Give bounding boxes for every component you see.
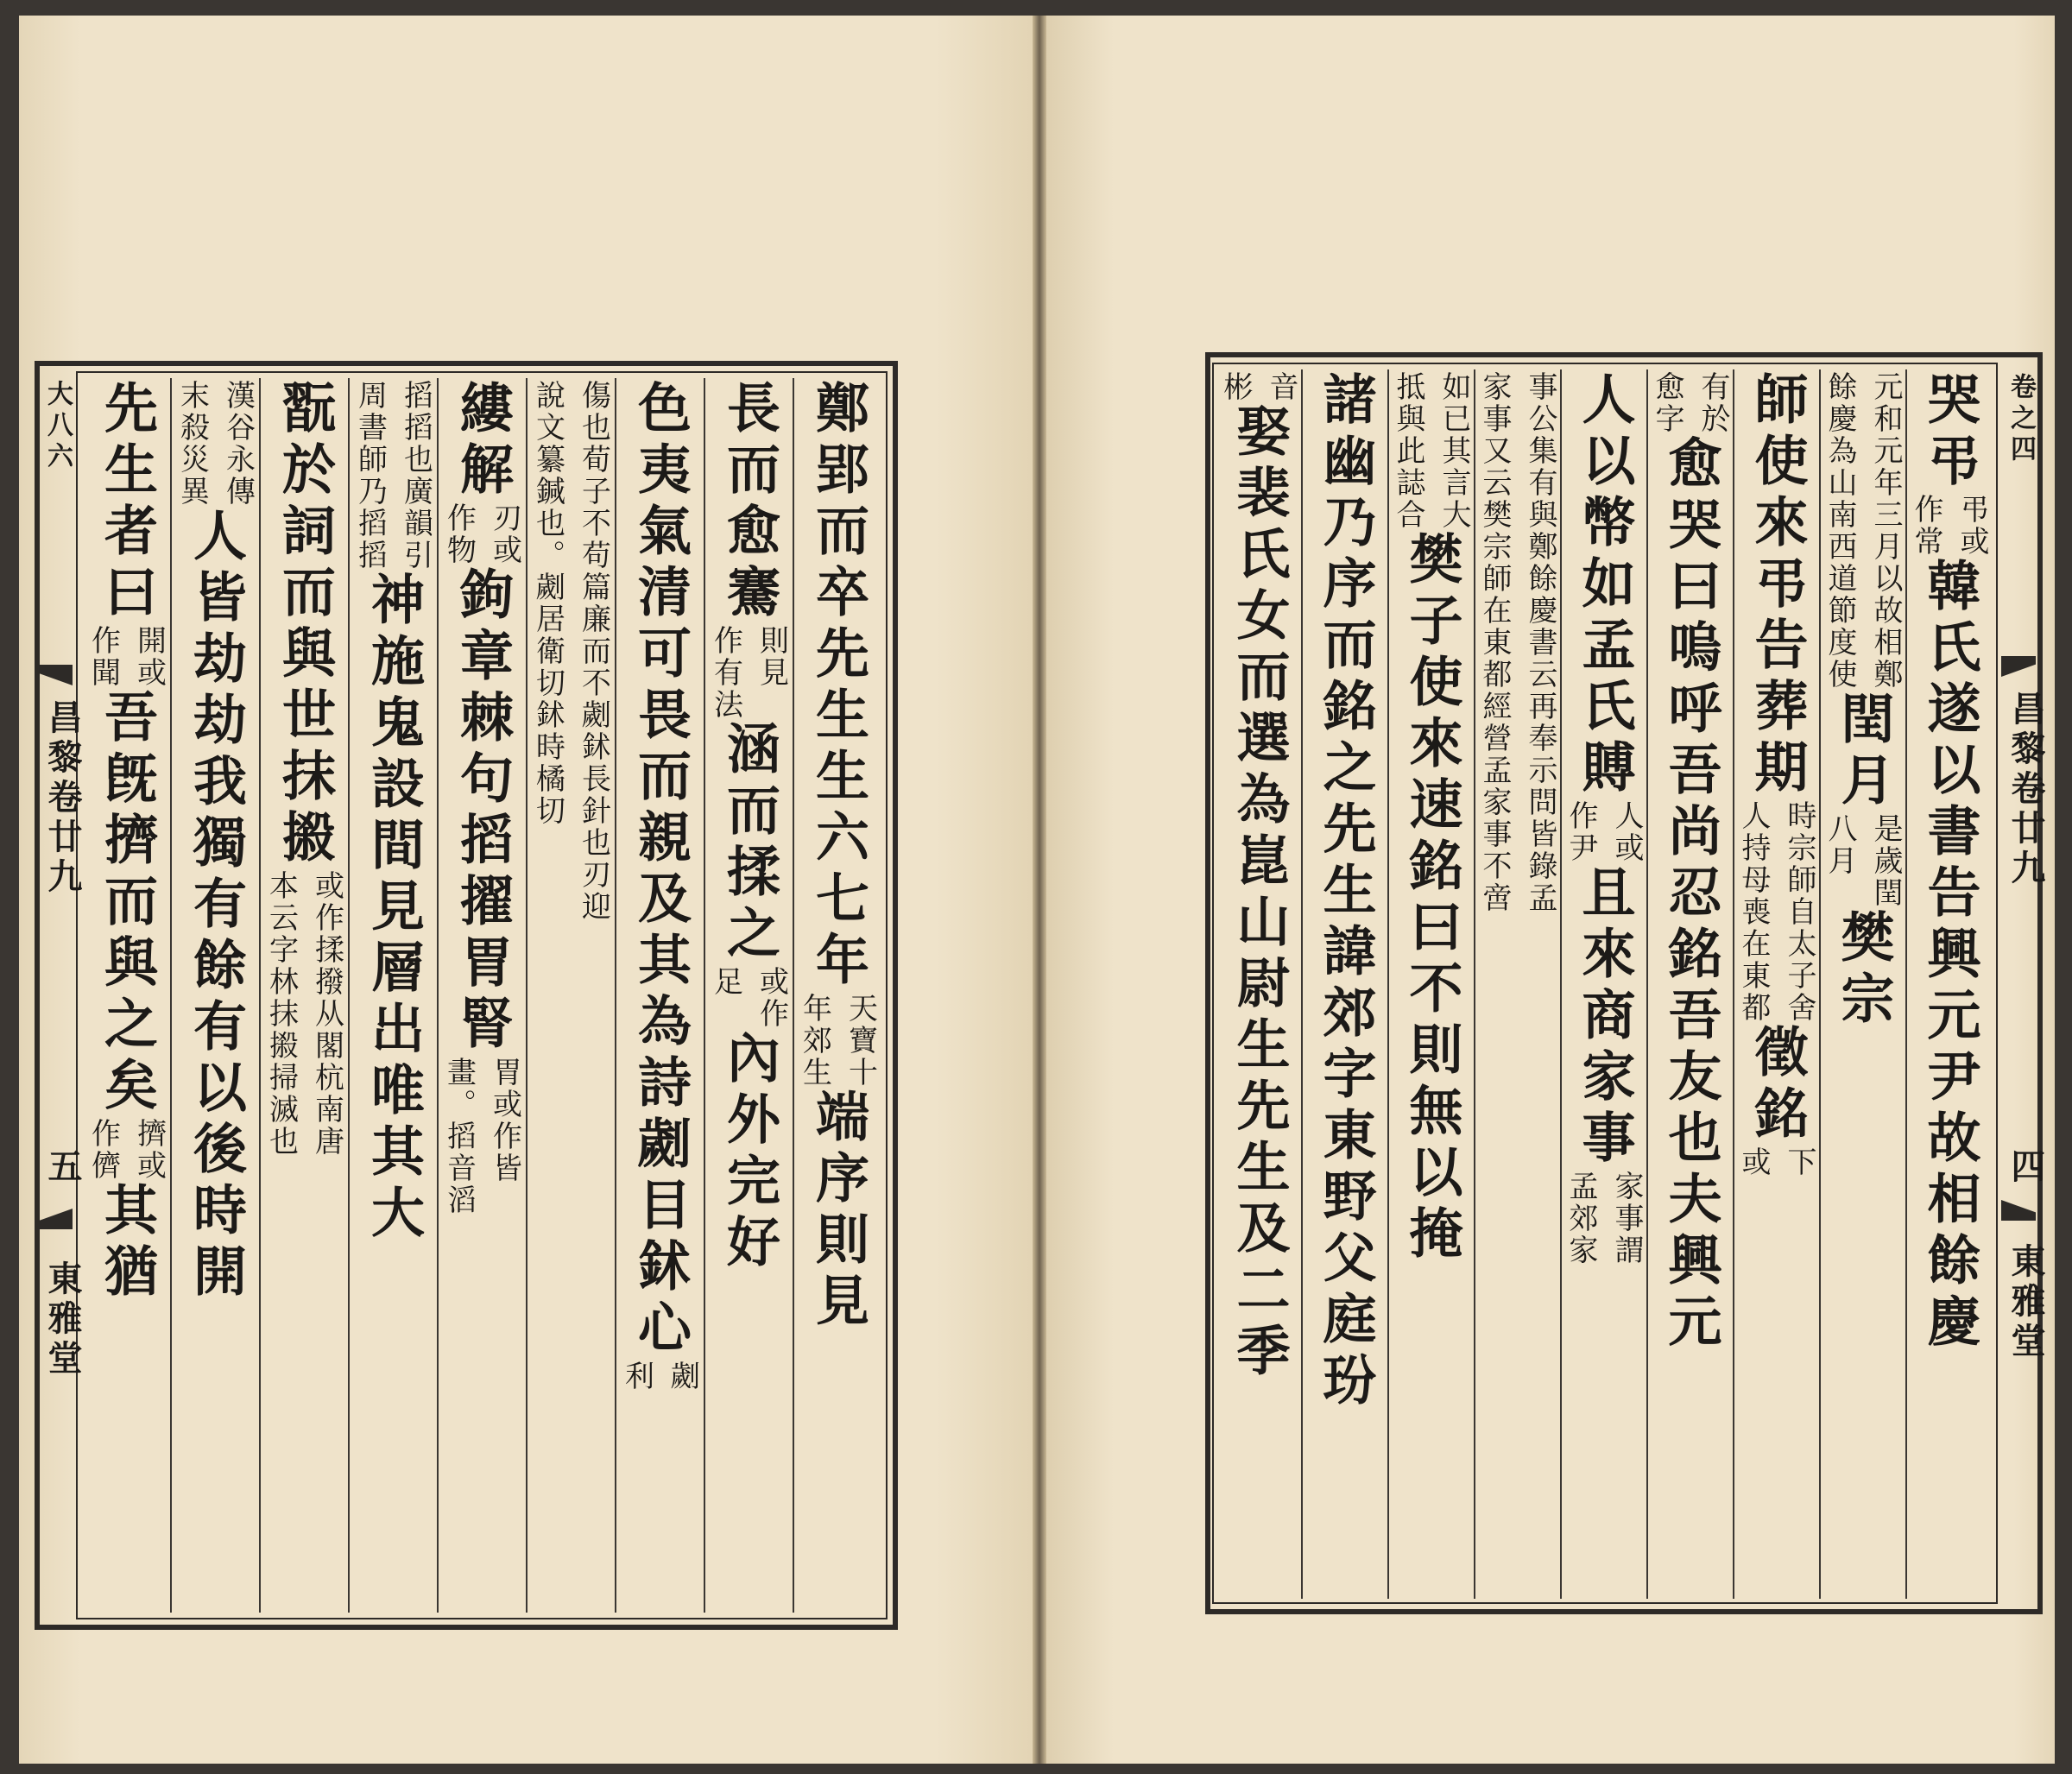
main-text: 鄭郢而卒先生生六七年 [806,380,870,993]
commentary-pair [261,870,349,1158]
text-column [1302,371,1388,1597]
commentary-pair [1733,800,1821,1024]
text-column [1647,371,1734,1597]
main-text: 樊子使來速銘曰不則無以掩 [1400,531,1463,1266]
right-margin-publisher: 東雅堂 [2006,1243,2046,1362]
main-text: 神施鬼設間見層出唯其大 [362,571,426,1246]
text-column [704,380,793,1611]
book-gutter [1033,16,1046,1764]
commentary-pair [83,625,171,689]
commentary-text: 年郊生 [797,993,832,1089]
text-column [793,380,882,1611]
commentary-text: 彬 [1218,371,1253,403]
text-column [1734,371,1820,1597]
commentary-text: 末殺災異 [174,380,210,508]
commentary-text: 搯搯也廣韻引 [398,380,433,571]
main-text: 色夷氣清可畏而親及其為詩劌目鉥心 [629,380,692,1360]
commentary-text: 作有法 [708,625,743,721]
main-text: 其猶 [95,1182,159,1304]
commentary-pair [705,966,793,1030]
text-column [438,380,527,1611]
text-column [82,380,171,1611]
main-text: 樊宗 [1832,909,1895,1032]
commentary-text: 說文纂鍼也。劌居衛切鉥時橘切 [530,380,565,827]
commentary-pair [439,1057,527,1216]
commentary-text: 餘慶為山南西道節度使 [1822,371,1857,691]
commentary-text: 人或 [1609,800,1644,864]
text-column [1906,371,1993,1597]
main-text: 鉤章棘句搯擢胃腎 [451,566,515,1057]
commentary-text: 漢谷永傳 [220,380,256,508]
commentary-text: 如已其言大 [1437,371,1471,531]
commentary-pair [1560,1171,1648,1266]
commentary-text: 孟郊家 [1563,1171,1598,1266]
commentary-text: 胃或作皆 [487,1057,522,1184]
commentary-text: 作常 [1909,494,1943,558]
commentary-text: 時宗師自太子舍 [1782,800,1816,1024]
commentary-text: 利 [619,1360,654,1392]
commentary-pair [350,380,438,571]
commentary-text: 開或 [131,625,167,689]
main-text: 翫於詞而與世抹摋 [273,380,337,870]
commentary-text: 八月 [1822,813,1857,877]
main-text: 人皆劫劫我獨有餘有以後時開 [184,508,248,1304]
commentary-text: 傷也荀子不苟篇廉而不劌鉥長針也刃迎 [576,380,611,923]
commentary-text: 劌 [665,1360,700,1392]
commentary-pair [172,380,260,508]
left-margin-publisher: 東雅堂 [42,1260,83,1379]
text-column [616,380,704,1611]
text-column [527,380,616,1611]
main-text: 且來商家事 [1573,864,1636,1171]
main-text: 人以幣如孟氏賻 [1573,371,1636,800]
main-text: 韓氏遂以書告興元尹故相餘慶 [1918,558,1981,1354]
commentary-pair [1905,494,1993,558]
main-text: 先生者曰 [95,380,159,625]
main-text: 娶裴氏女而選為崑山尉生先生及二季 [1228,403,1291,1384]
main-text: 愈哭曰嗚呼吾尚忍銘吾友也夫興元 [1659,435,1722,1354]
commentary-pair [527,380,616,923]
commentary-pair [1646,371,1734,435]
commentary-text: 本云字林抹摋掃滅也 [263,870,299,1158]
left-margin-top: 大八六 [42,380,73,473]
commentary-pair [1474,371,1562,914]
text-column [1820,371,1906,1597]
commentary-text: 畫。搯音滔 [441,1057,477,1216]
commentary-pair [1819,371,1907,691]
commentary-text: 有於 [1696,371,1730,435]
text-column [1388,371,1475,1597]
commentary-pair [794,993,882,1089]
left-margin-title: 昌黎卷廿九 [42,699,83,898]
right-margin-leaf: 四 [2006,1148,2046,1188]
commentary-pair [705,625,793,721]
commentary-text: 足 [708,966,743,998]
commentary-text: 下 [1782,1146,1816,1178]
commentary-pair [1215,371,1303,403]
main-text: 哭弔 [1918,371,1981,494]
commentary-text: 是歲閏 [1868,813,1903,909]
text-column [1475,371,1561,1597]
commentary-pair [1387,371,1475,531]
main-text: 涵而揉之 [717,721,781,966]
commentary-pair [439,502,527,566]
commentary-text: 或作揉撥从閣杭南唐 [309,870,344,1158]
commentary-text: 天寶十 [843,993,878,1089]
commentary-text: 周書師乃搯搯 [352,380,388,571]
commentary-pair [83,1118,171,1182]
commentary-text: 愈字 [1650,371,1684,435]
main-text: 長而愈騫 [717,380,781,625]
commentary-text: 作尹 [1563,800,1598,864]
commentary-text: 作聞 [85,625,121,689]
commentary-pair [616,1360,704,1392]
commentary-text: 擠或 [131,1118,167,1182]
main-text: 諸幽乃序而銘之先生諱郊字東野父庭玢 [1314,371,1377,1413]
commentary-text: 音 [1264,371,1298,403]
main-text: 徵銘 [1746,1024,1809,1146]
commentary-text: 作物 [441,502,477,566]
main-text: 端序則見 [806,1089,870,1334]
commentary-text: 家事又云樊宗師在東都經營孟家事不啻 [1477,371,1512,914]
main-text: 吾旣擠而與之矣 [95,689,159,1118]
commentary-text: 抵與此誌合 [1391,371,1425,531]
commentary-text: 或作 [754,966,789,1030]
commentary-text: 元和元年三月以故相鄭 [1868,371,1903,691]
commentary-text: 則見 [754,625,789,689]
text-column [1216,371,1302,1597]
right-margin-top: 卷之四 [2006,373,2036,466]
commentary-text: 家事謂 [1609,1171,1644,1266]
main-text: 閏月 [1832,691,1895,813]
text-column [1561,371,1647,1597]
text-column [260,380,349,1611]
text-column [349,380,438,1611]
commentary-text: 弔或 [1955,494,1989,558]
main-text: 內外完好 [717,1030,781,1275]
commentary-text: 或 [1736,1146,1771,1178]
commentary-pair [1819,813,1907,909]
commentary-text: 刃或 [487,502,522,566]
commentary-pair [1560,800,1648,864]
left-margin-leaf: 五 [42,1148,83,1188]
commentary-text: 事公集有與鄭餘慶書云再奉示問皆錄孟 [1523,371,1557,914]
main-text: 師使來弔告葬期 [1746,371,1809,800]
main-text: 縷解 [451,380,515,502]
text-column [171,380,260,1611]
commentary-text: 作儕 [85,1118,121,1182]
commentary-pair [1733,1146,1821,1178]
commentary-text: 人持母喪在東都 [1736,800,1771,1024]
right-margin-title: 昌黎卷廿九 [2006,691,2046,889]
